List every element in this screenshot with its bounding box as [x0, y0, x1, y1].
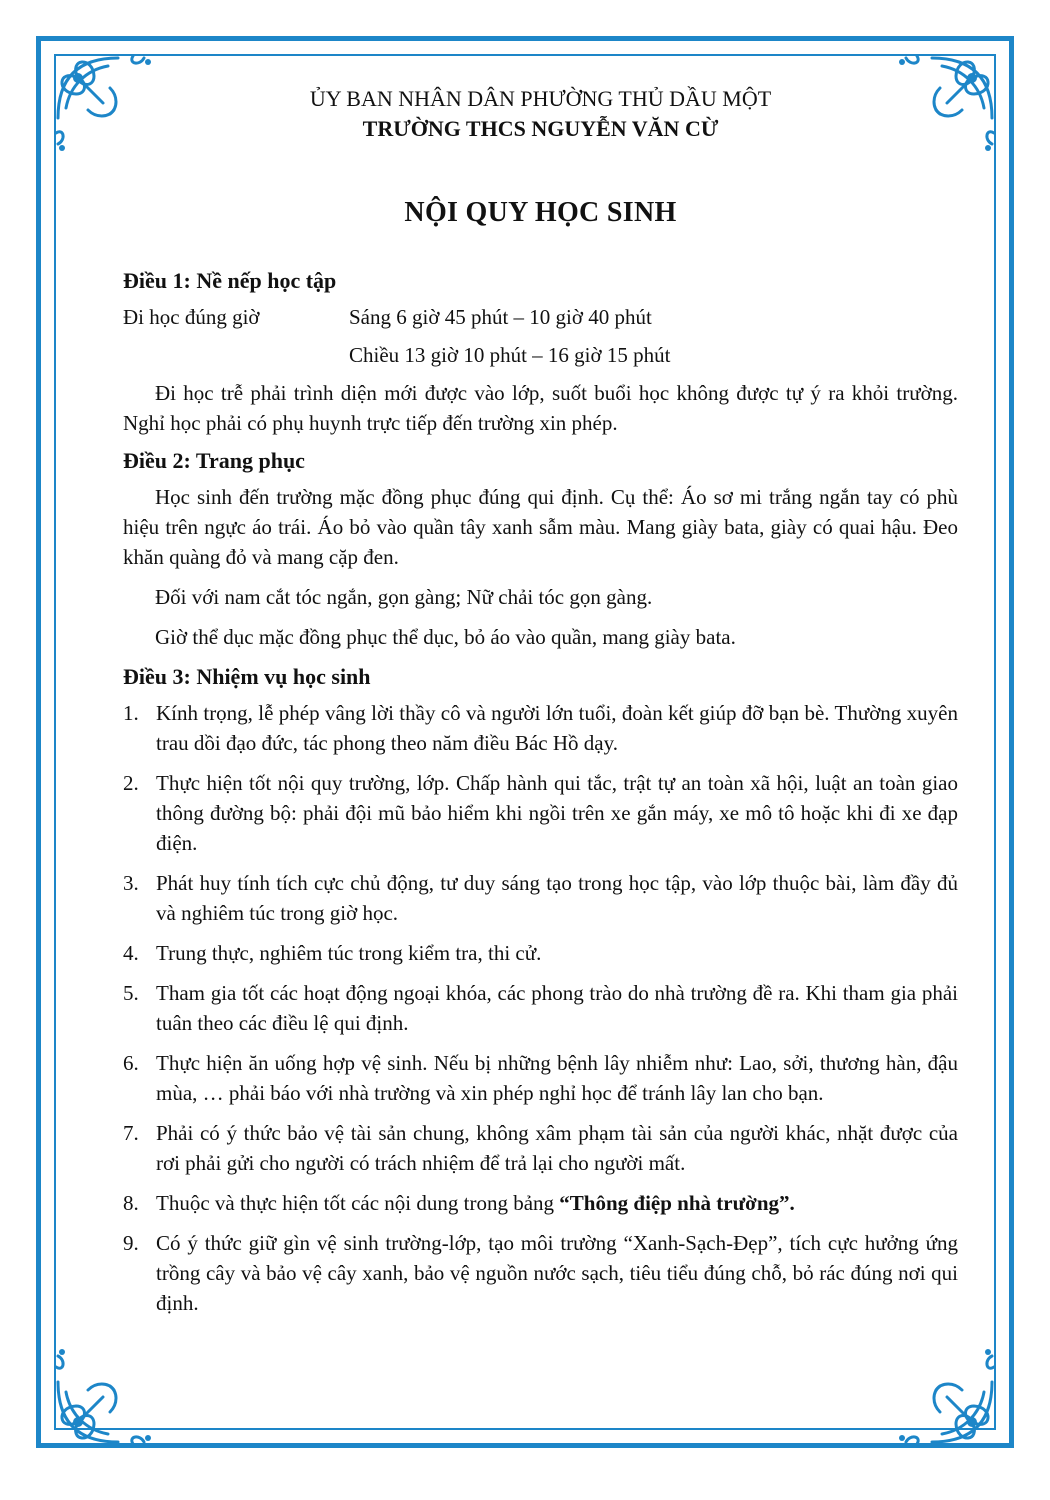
list-item-text-wrap — [156, 1188, 958, 1218]
list-item — [123, 1118, 958, 1178]
article-2-paragraph-1: Học sinh đến trường mặc đồng phục đúng qui định. Cụ thể: Áo sơ mi trắng ngắn tay có phù hiệu trên ngực áo trái. Áo bỏ vào quần tây xanh sẫm màu. Mang giày bata, giày có quai hậu. Đeo khăn quàng đỏ và mang cặp đen. — [123, 485, 958, 569]
list-item — [123, 1048, 958, 1108]
list-item-text: Tham gia tốt các hoạt động ngoại khóa, các phong trào do nhà trường đề ra. Khi tham gia phải tuân theo các điều lệ qui định. — [156, 981, 958, 1035]
school-name: TRƯỜNG THCS NGUYỄN VĂN CỪ — [362, 116, 719, 141]
list-item-number: 1. — [123, 701, 139, 725]
corner-ornament-bottom-left — [48, 1342, 158, 1452]
list-item-text: Kính trọng, lễ phép vâng lời thầy cô và người lớn tuổi, đoàn kết giúp đỡ bạn bè. Thường xuyên trau dồi đạo đức, tác phong theo năm điều Bác Hồ dạy. — [156, 701, 958, 755]
list-item-text: Phải có ý thức bảo vệ tài sản chung, không xâm phạm tài sản của người khác, nhặt được của rơi phải gửi cho người có trách nhiệm để trả lại cho người mất. — [156, 1121, 958, 1175]
article-3-heading: Điều 3: Nhiệm vụ học sinh — [123, 664, 371, 689]
list-item — [123, 698, 958, 758]
list-item-text: Thuộc và thực hiện tốt các nội dung trong bảng — [156, 1191, 560, 1215]
article-2-heading: Điều 2: Trang phục — [123, 448, 305, 473]
list-item-text: Trung thực, nghiêm túc trong kiểm tra, thi cử. — [156, 941, 542, 965]
list-item — [123, 768, 958, 858]
list-item-text: Thực hiện ăn uống hợp vệ sinh. Nếu bị những bệnh lây nhiễm như: Lao, sởi, thương hàn, đậu mùa, … phải báo với nhà trường và xin phép nghỉ học để tránh lây lan cho bạn. — [156, 1051, 958, 1105]
list-item-number: 4. — [123, 941, 139, 965]
school-message-title: “Thông điệp nhà trường”. — [559, 1191, 795, 1215]
list-item — [123, 1228, 958, 1318]
list-item-number: 8. — [123, 1191, 139, 1215]
ribbon-bow-icon — [892, 1342, 1002, 1452]
schedule-label-spacer — [123, 340, 349, 370]
schedule-label: Đi học đúng giờ — [123, 305, 260, 329]
list-item-number: 6. — [123, 1051, 139, 1075]
list-item-number: 2. — [123, 771, 139, 795]
list-item — [123, 938, 958, 968]
article-1-heading: Điều 1: Nề nếp học tập — [123, 268, 337, 293]
list-item-number: 5. — [123, 981, 139, 1005]
committee-name: ỦY BAN NHÂN DÂN PHƯỜNG THỦ DẦU MỘT — [309, 86, 772, 111]
list-item — [123, 1188, 958, 1218]
schedule-morning: Sáng 6 giờ 45 phút – 10 giờ 40 phút — [349, 305, 652, 329]
list-item-text: Phát huy tính tích cực chủ động, tư duy sáng tạo trong học tập, vào lớp thuộc bài, làm đầy đủ và nghiêm túc trong giờ học. — [156, 871, 958, 925]
list-item — [123, 868, 958, 928]
article-2-paragraph-3: Giờ thể dục mặc đồng phục thể dục, bỏ áo vào quần, mang giày bata. — [155, 625, 736, 649]
corner-ornament-bottom-right — [892, 1342, 1002, 1452]
list-item-number: 3. — [123, 871, 139, 895]
ribbon-bow-icon — [48, 1342, 158, 1452]
list-item-number: 7. — [123, 1121, 139, 1145]
article-1-paragraph: Đi học trễ phải trình diện mới được vào lớp, suốt buổi học không được tự ý ra khỏi trường. Nghỉ học phải có phụ huynh trực tiếp đến trường xin phép. — [123, 381, 958, 435]
page-title: NỘI QUY HỌC SINH — [404, 197, 677, 228]
schedule-morning-row — [123, 302, 958, 332]
schedule-afternoon-row — [123, 340, 958, 370]
list-item — [123, 978, 958, 1038]
schedule-afternoon: Chiều 13 giờ 10 phút – 16 giờ 15 phút — [349, 343, 671, 367]
duties-list — [123, 698, 958, 1318]
list-item-number: 9. — [123, 1231, 139, 1255]
list-item-text: Thực hiện tốt nội quy trường, lớp. Chấp hành qui tắc, trật tự an toàn xã hội, luật an toàn giao thông đường bộ: phải đội mũ bảo hiểm khi ngồi trên xe gắn máy, xe mô tô hoặc khi đi xe đạp điện. — [156, 771, 958, 855]
document-body — [123, 82, 958, 1328]
list-item-text: Có ý thức giữ gìn vệ sinh trường-lớp, tạo môi trường “Xanh-Sạch-Đẹp”, tích cực hưởng ứng trồng cây và bảo vệ cây xanh, bảo vệ nguồn nước sạch, tiêu tiểu đúng chỗ, bỏ rác đúng nơi qui định. — [156, 1231, 958, 1315]
article-2-paragraph-2: Đối với nam cắt tóc ngắn, gọn gàng; Nữ chải tóc gọn gàng. — [155, 585, 653, 609]
